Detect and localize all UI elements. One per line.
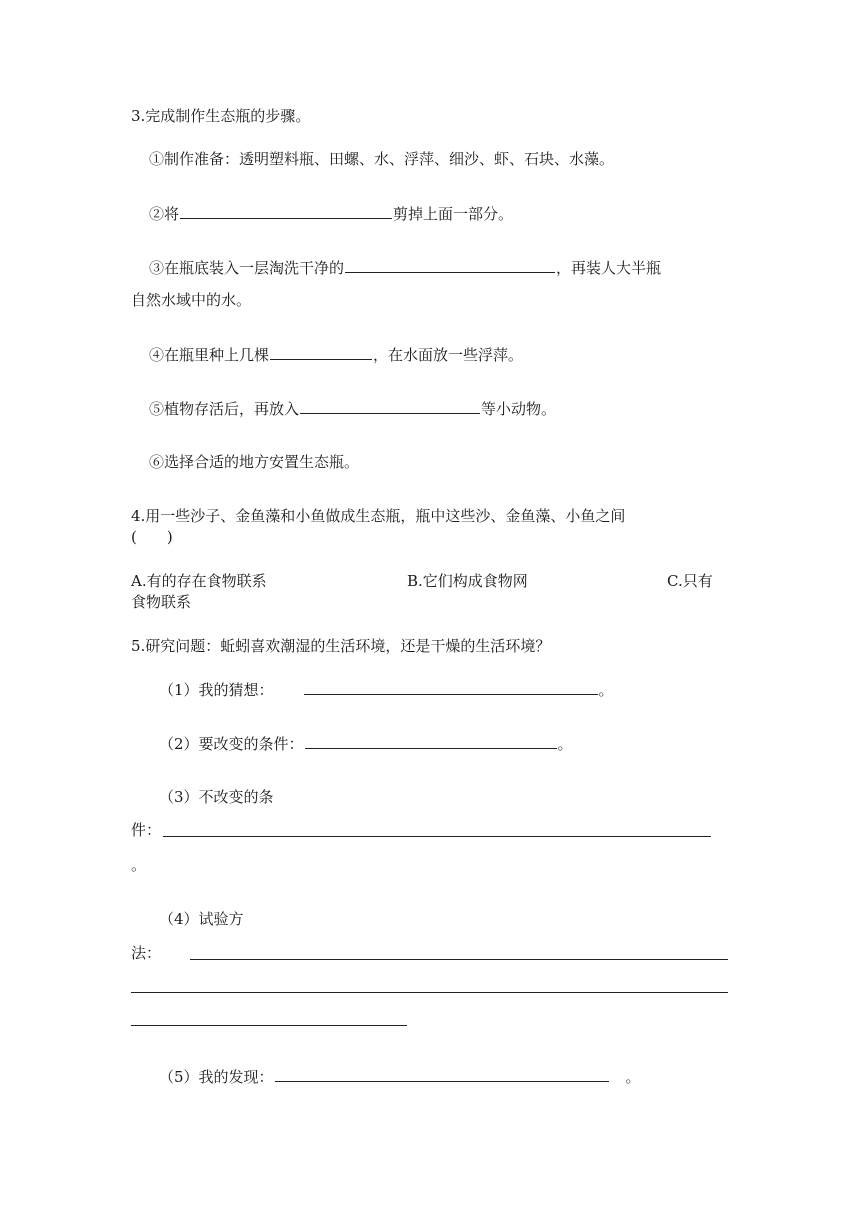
q3-step-2-suffix: 剪掉上面一部分。 bbox=[393, 205, 514, 223]
q5-part-1-label: （1）我的猜想： bbox=[159, 681, 274, 699]
q5-part-4-blank-line-3[interactable] bbox=[131, 1025, 407, 1026]
q5-part-4-blank-line-2[interactable] bbox=[131, 992, 728, 993]
q5-part-3-label: （3）不改变的条 bbox=[159, 788, 274, 806]
q3-step-2-prefix: ②将 bbox=[149, 205, 180, 223]
q3-step-4-blank[interactable] bbox=[270, 344, 372, 360]
q5-part-1-end: 。 bbox=[598, 681, 614, 699]
q3-step-4-prefix: ④在瓶里种上几棵 bbox=[149, 346, 270, 364]
q3-step-3-suffix: ，再装人大半瓶 bbox=[556, 259, 662, 277]
q5-part-2-end: 。 bbox=[557, 735, 573, 753]
q4-option-c-continued: 食物联系 bbox=[131, 593, 192, 611]
q4-question: 4.用一些沙子、金鱼藻和小鱼做成生态瓶，瓶中这些沙、金鱼藻、小鱼之间 bbox=[131, 507, 626, 525]
q3-step-3-prefix: ③在瓶底装入一层淘洗干净的 bbox=[149, 259, 345, 277]
q5-part-5 bbox=[159, 1066, 641, 1087]
q4-option-b[interactable]: B.它们构成食物网 bbox=[407, 572, 528, 590]
q5-part-5-blank[interactable] bbox=[275, 1066, 609, 1082]
q5-part-4-continued: 法： bbox=[131, 944, 162, 962]
q3-step-2-blank[interactable] bbox=[180, 203, 392, 219]
q4-option-a[interactable]: A.有的存在食物联系 bbox=[131, 572, 267, 590]
q3-step-4-suffix: ，在水面放一些浮萍。 bbox=[373, 346, 524, 364]
q3-title: 3.完成制作生态瓶的步骤。 bbox=[131, 107, 311, 125]
q5-part-5-end: 。 bbox=[625, 1068, 641, 1086]
q3-step-5-prefix: ⑤植物存活后，再放入 bbox=[149, 400, 300, 418]
q3-step-3-blank[interactable] bbox=[345, 257, 555, 273]
q3-step-6: ⑥选择合适的地方安置生态瓶。 bbox=[149, 453, 360, 471]
q5-part-2-label: （2）要改变的条件： bbox=[159, 735, 304, 753]
q5-part-1-blank[interactable] bbox=[304, 679, 598, 695]
q4-answer-paren[interactable]: ( ) bbox=[131, 528, 173, 546]
q3-step-5-blank[interactable] bbox=[300, 398, 480, 414]
q5-title: 5.研究问题：蚯蚓喜欢潮湿的生活环境，还是干燥的生活环境？ bbox=[131, 637, 551, 655]
q3-step-2 bbox=[149, 203, 513, 224]
q5-part-2-blank[interactable] bbox=[305, 733, 557, 749]
q5-part-2 bbox=[159, 733, 573, 754]
q3-step-3 bbox=[149, 257, 661, 278]
q3-step-3-continued: 自然水域中的水。 bbox=[131, 291, 252, 309]
q5-part-5-label: （5）我的发现： bbox=[159, 1068, 274, 1086]
q3-step-5 bbox=[149, 398, 556, 419]
q5-part-4-blank-line-1[interactable] bbox=[190, 959, 728, 960]
q4-option-c[interactable]: C.只有 bbox=[667, 572, 713, 590]
q5-part-3-continued: 件： bbox=[131, 821, 162, 839]
q5-part-1 bbox=[159, 679, 614, 700]
q5-part-3-blank[interactable] bbox=[163, 836, 711, 837]
q5-part-4-label: （4）试验方 bbox=[159, 910, 244, 928]
q3-step-1: ①制作准备：透明塑料瓶、田螺、水、浮萍、细沙、虾、石块、水藻。 bbox=[149, 150, 615, 168]
q3-step-4 bbox=[149, 344, 523, 365]
q3-step-5-suffix: 等小动物。 bbox=[481, 400, 557, 418]
q5-part-3-end: 。 bbox=[131, 856, 147, 874]
